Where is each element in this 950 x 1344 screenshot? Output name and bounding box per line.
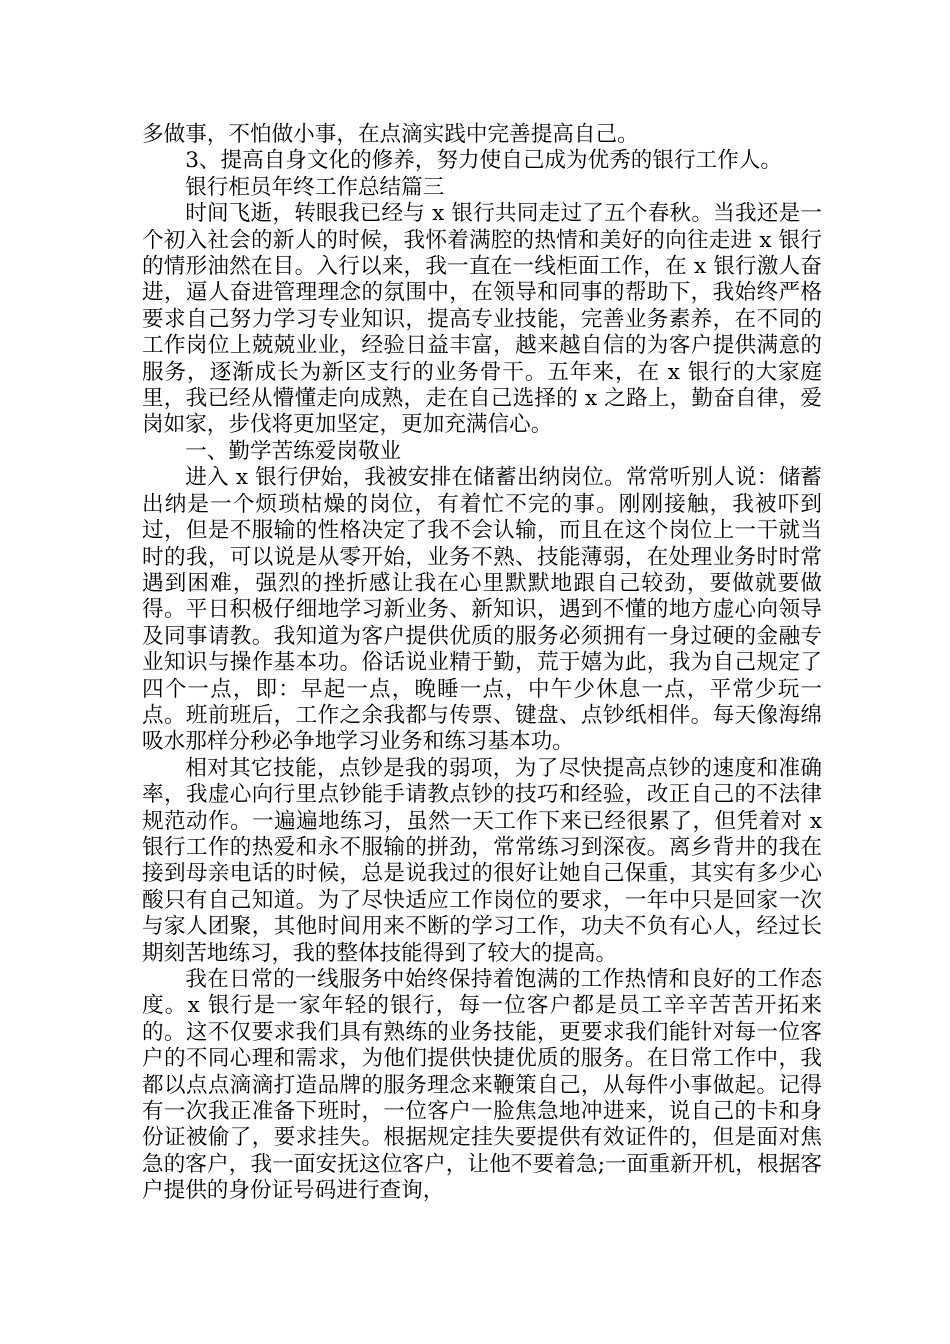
paragraph-cash-counting: 相对其它技能，点钞是我的弱项，为了尽快提高点钞的速度和准确率，我虚心向行里点钞能手请教点钞的技巧和经验，改正自己的不法律规范动作。一遍遍地练习，虽然一天工作下来已经很累了，但凭着对 x 银行工作的热爱和永不服输的拼劲，常常练习到深夜。离乡背井的我在接到母亲电话的时候，总是说我过的很好让她自己保重，其实有多少心酸只有自己知道。为了尽快适应工作岗位的要求，一年中只是回家一次与家人团聚，其他时间用来不断的学习工作，功夫不负有心人，经过长期刻苦地练习，我的整体技能得到了较大的提高。 [142,755,822,966]
paragraph-continuation: 多做事，不怕做小事，在点滴实践中完善提高自己。 [142,122,639,147]
section-heading-1: 一、勤学苦练爱岗敬业 [185,438,402,464]
section-title: 银行柜员年终工作总结篇三 [185,174,445,200]
paragraph-training: 进入 x 银行伊始，我被安排在储蓄出纳岗位。常常听别人说：储蓄出纳是一个烦琐枯燥的岗位，有着忙不完的事。刚刚接触，我被吓到过，但是不服输的性格决定了我不会认输，而且在这个岗位上一干就当时的我，可以说是从零开始，业务不熟、技能薄弱，在处理业务时时常遇到困难，强烈的挫折感让我在心里默默地跟自己较劲，要做就要做得。平日积极仔细地学习新业务、新知识，遇到不懂的地方虚心向领导及同事请教。我知道为客户提供优质的服务必须拥有一身过硬的金融专业知识与操作基本功。俗话说业精于勤，荒于嬉为此，我为自己规定了四个一点，即：早起一点，晚睡一点，中午少休息一点，平常少玩一点。班前班后，工作之余我都与传票、键盘、点钞纸相伴。每天像海绵吸水那样分秒必争地学习业务和练习基本功。 [142,465,822,755]
document-body [142,122,822,1205]
paragraph-point-3: 3、提高自身文化的修养，努力使自己成为优秀的银行工作人。 [185,148,782,174]
paragraph-intro: 时间飞逝，转眼我已经与 x 银行共同走过了五个春秋。当我还是一个初入社会的新人的时候，我怀着满腔的热情和美好的向往走进 x 银行的情形油然在目。入行以来，我一直在一线柜面工作，在 x 银行激人奋进，逼人奋进管理理念的氛围中，在领导和同事的帮助下，我始终严格要求自己努力学习专业知识，提高专业技能，完善业务素养，在不同的工作岗位上兢兢业业，经验日益丰富，越来越自信的为客户提供满意的服务，逐渐成长为新区支行的业务骨干。五年来，在 x 银行的大家庭里，我已经从懵懂走向成熟，走在自己选择的 x 之路上，勤奋自律，爱岗如家，步伐将更加坚定，更加充满信心。 [142,201,822,438]
paragraph-service: 我在日常的一线服务中始终保持着饱满的工作热情和良好的工作态度。x 银行是一家年轻的银行，每一位客户都是员工辛辛苦苦开拓来的。这不仅要求我们具有熟练的业务技能，更要求我们能针对每一位客户的不同心理和需求，为他们提供快捷优质的服务。在日常工作中，我都以点点滴滴打造品牌的服务理念来鞭策自己，从每件小事做起。记得有一次我正准备下班时，一位客户一脸焦急地冲进来，说自己的卡和身份证被偷了，要求挂失。根据规定挂失要提供有效证件的，但是面对焦急的客户，我一面安抚这位客户，让他不要着急;一面重新开机，根据客户提供的身份证号码进行查询， [142,967,822,1204]
